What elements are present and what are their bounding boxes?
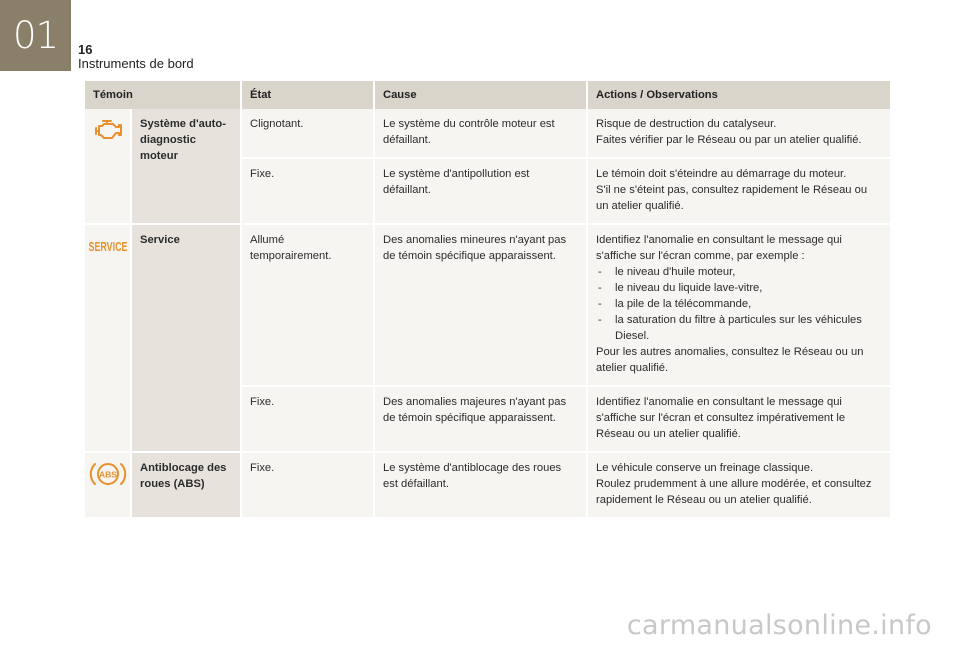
actions-cell	[587, 109, 891, 158]
actions-cell	[587, 386, 891, 452]
header-etat: État	[241, 81, 374, 109]
etat-cell: Fixe.	[241, 158, 374, 224]
watermark: carmanualsonline.info	[626, 610, 932, 641]
table-row	[85, 224, 891, 386]
list-item: - le niveau d'huile moteur,	[596, 264, 882, 280]
warning-lights-table	[85, 81, 892, 519]
table-row	[85, 109, 891, 158]
table-row	[85, 452, 891, 518]
list-item: - la pile de la télécommande,	[596, 296, 882, 312]
etat-cell: Clignotant.	[241, 109, 374, 158]
temoin-name: Service	[131, 224, 241, 452]
temoin-name: Antiblocage des roues (ABS)	[131, 452, 241, 518]
actions-text: Faites vérifier par le Réseau ou par un atelier qualifié.	[596, 134, 862, 146]
service-icon-text: SERVICE	[88, 239, 128, 254]
actions-cell	[587, 452, 891, 518]
header-actions: Actions / Observations	[587, 81, 891, 109]
service-icon	[88, 239, 128, 253]
actions-cell	[587, 158, 891, 224]
abs-icon	[89, 459, 127, 489]
etat-cell: Allumé temporairement.	[241, 224, 374, 386]
actions-list	[596, 264, 882, 344]
actions-cell	[587, 224, 891, 386]
etat-cell: Fixe.	[241, 452, 374, 518]
cause-cell: Des anomalies majeures n'ayant pas de témoin spécifique apparaissent.	[374, 386, 587, 452]
section-title: Instruments de bord	[78, 56, 194, 71]
table-header-row	[85, 81, 891, 109]
engine-warning-icon	[93, 117, 123, 141]
abs-icon-text: ABS	[98, 469, 117, 480]
temoin-name: Système d'auto-diagnostic moteur	[131, 109, 241, 224]
list-item: - la saturation du filtre à particules sur les véhicules Diesel.	[596, 312, 882, 344]
actions-intro: Identifiez l'anomalie en consultant le message qui s'affiche sur l'écran comme, par exemple :	[596, 234, 842, 262]
actions-text: Identifiez l'anomalie en consultant le message qui s'affiche sur l'écran et consultez impérativement le Réseau ou un atelier qualifié.	[596, 396, 846, 440]
actions-outro: Pour les autres anomalies, consultez le Réseau ou un atelier qualifié.	[596, 346, 864, 374]
cause-cell: Des anomalies mineures n'ayant pas de témoin spécifique apparaissent.	[374, 224, 587, 386]
actions-text: Le véhicule conserve un freinage classique.	[596, 462, 814, 474]
page-number: 16	[78, 42, 93, 57]
actions-text: Le témoin doit s'éteindre au démarrage du moteur.	[596, 168, 847, 180]
actions-text: Risque de destruction du catalyseur.	[596, 118, 777, 130]
header-cause: Cause	[374, 81, 587, 109]
header-temoin: Témoin	[85, 81, 241, 109]
icon-cell	[85, 109, 131, 224]
actions-text: Roulez prudemment à une allure modérée, et consultez rapidement le Réseau ou un atelier qualifié.	[596, 478, 872, 506]
cause-cell: Le système du contrôle moteur est défaillant.	[374, 109, 587, 158]
cause-cell: Le système d'antipollution est défaillant.	[374, 158, 587, 224]
cause-cell: Le système d'antiblocage des roues est défaillant.	[374, 452, 587, 518]
chapter-tab: 01	[0, 0, 71, 71]
list-item: - le niveau du liquide lave-vitre,	[596, 280, 882, 296]
icon-cell	[85, 224, 131, 452]
etat-cell: Fixe.	[241, 386, 374, 452]
icon-cell	[85, 452, 131, 518]
actions-text: S'il ne s'éteint pas, consultez rapidement le Réseau ou un atelier qualifié.	[596, 184, 868, 212]
